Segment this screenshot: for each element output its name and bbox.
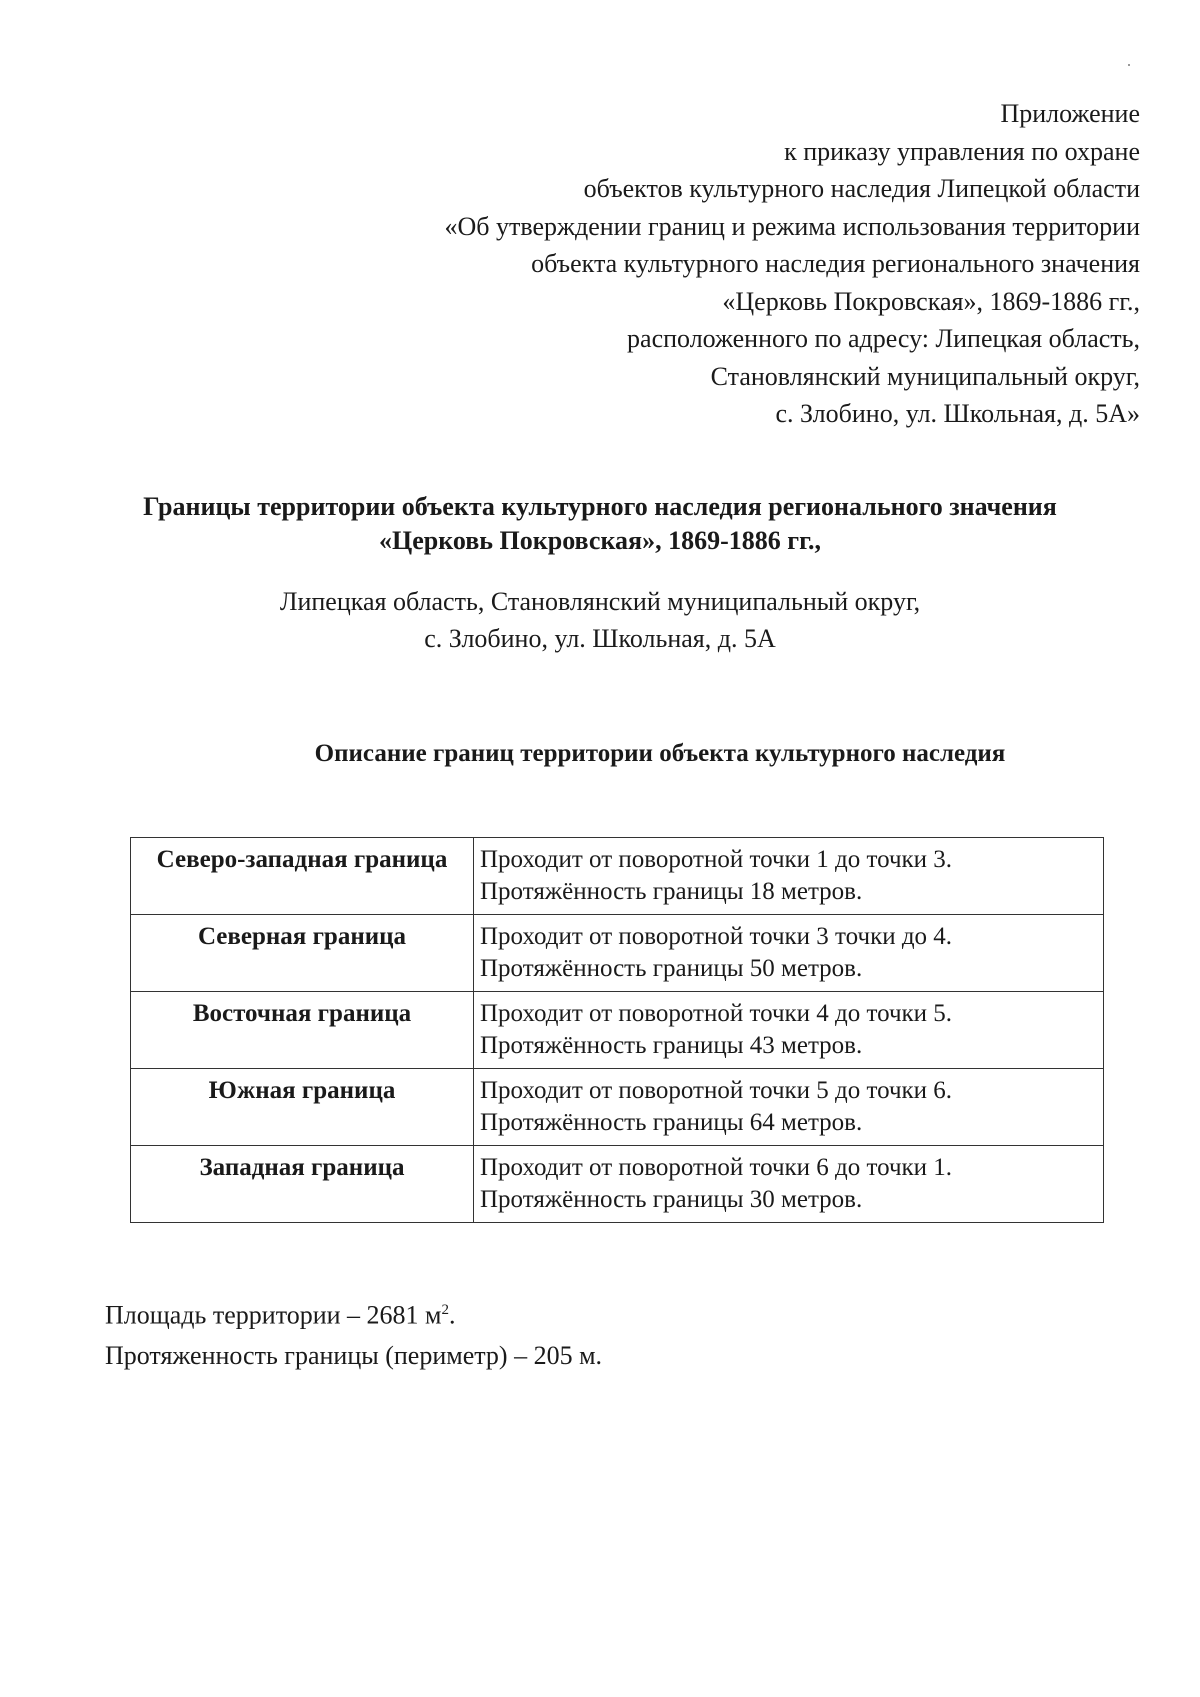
address-line-1: Липецкая область, Становлянский муниципальный округ,	[279, 587, 921, 616]
border-description	[474, 838, 1104, 915]
border-name: Западная граница	[131, 1146, 474, 1223]
appendix-header	[240, 95, 1140, 433]
header-line: расположенного по адресу: Липецкая область,	[627, 324, 1140, 353]
border-name: Южная граница	[131, 1069, 474, 1146]
border-description	[474, 992, 1104, 1069]
border-description	[474, 1069, 1104, 1146]
section-title: Описание границ территории объекта культурного наследия	[314, 740, 1006, 767]
description-line: Проходит от поворотной точки 3 точки до 4.	[480, 923, 953, 950]
description-line: Проходит от поворотной точки 4 до точки 5.	[480, 1000, 953, 1027]
scan-speck	[1128, 64, 1130, 66]
description-line: Протяжённость границы 30 метров.	[480, 1186, 863, 1213]
title-line-1: Границы территории объекта культурного наследия регионального значения	[143, 492, 1057, 521]
table-row	[131, 915, 1104, 992]
header-line: Приложение	[1000, 99, 1140, 128]
border-name: Северо-западная граница	[131, 838, 474, 915]
table-row	[131, 992, 1104, 1069]
border-name: Северная граница	[131, 915, 474, 992]
title-line-2: «Церковь Покровская», 1869-1886 гг.,	[379, 526, 821, 555]
document-title	[40, 490, 1160, 558]
description-line: Протяжённость границы 50 метров.	[480, 955, 863, 982]
table-row	[131, 1146, 1104, 1223]
area-text: Площадь территории – 2681 м	[105, 1300, 442, 1330]
header-line: объекта культурного наследия регионального значения	[531, 249, 1140, 278]
description-line: Проходит от поворотной точки 5 до точки 6.	[480, 1077, 953, 1104]
border-name: Восточная граница	[131, 992, 474, 1069]
header-line: объектов культурного наследия Липецкой области	[583, 174, 1140, 203]
header-line: к приказу управления по охране	[784, 136, 1140, 166]
description-line: Проходит от поворотной точки 1 до точки 3.	[480, 846, 953, 873]
description-line: Проходит от поворотной точки 6 до точки 1.	[480, 1154, 953, 1181]
header-line: «Об утверждении границ и режима использования территории	[444, 211, 1140, 241]
description-line: Протяжённость границы 18 метров.	[480, 878, 863, 905]
area-superscript: 2	[441, 1302, 450, 1318]
object-address	[120, 583, 1080, 657]
border-description	[474, 1146, 1104, 1223]
header-line: с. Злобино, ул. Школьная, д. 5А»	[775, 399, 1140, 428]
header-line: Становлянский муниципальный округ,	[710, 361, 1140, 391]
table-row	[131, 1069, 1104, 1146]
address-line-2: с. Злобино, ул. Школьная, д. 5А	[424, 624, 776, 653]
table-row	[131, 838, 1104, 915]
description-line: Протяжённость границы 64 метров.	[480, 1109, 863, 1136]
summary-block	[105, 1290, 602, 1376]
borders-table	[130, 837, 1104, 1223]
perimeter-line: Протяженность границы (периметр) – 205 м.	[105, 1340, 603, 1370]
header-line: «Церковь Покровская», 1869-1886 гг.,	[722, 286, 1140, 316]
area-line	[105, 1290, 602, 1336]
area-suffix: .	[449, 1300, 456, 1330]
border-description	[474, 915, 1104, 992]
description-line: Протяжённость границы 43 метров.	[480, 1032, 863, 1059]
